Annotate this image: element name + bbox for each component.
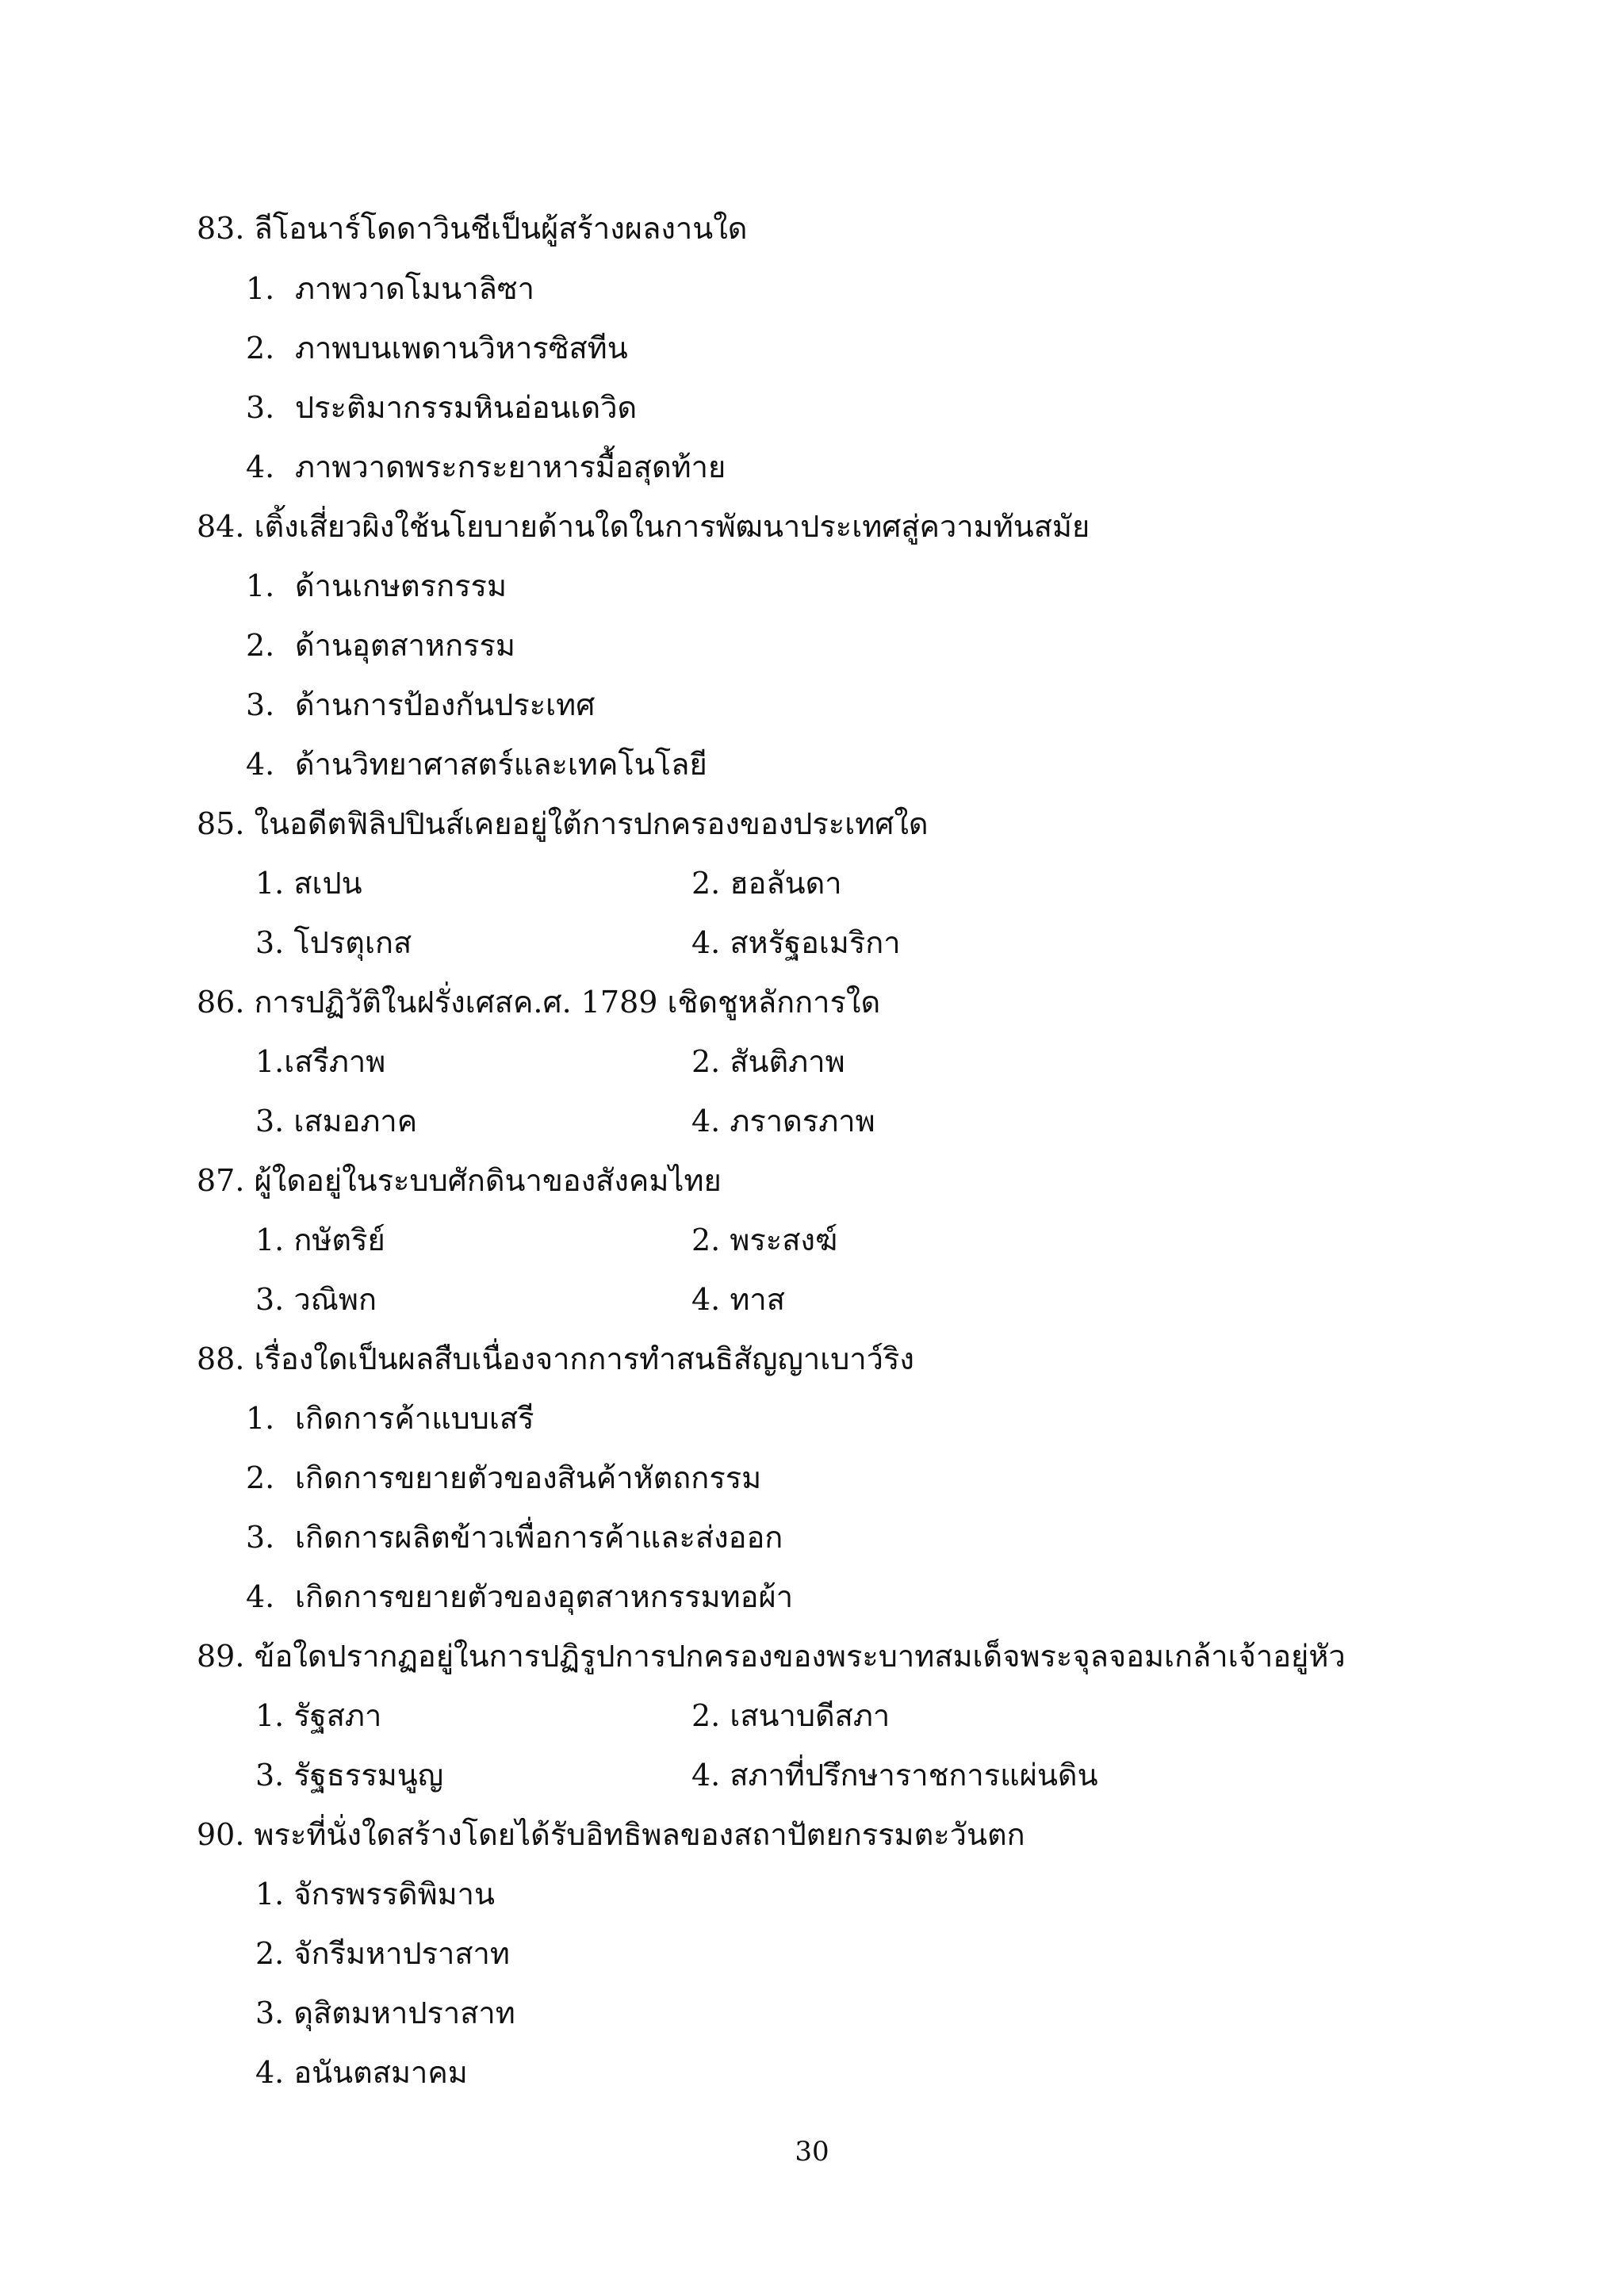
option-number: 4. bbox=[246, 1579, 275, 1614]
option-number: 1. bbox=[246, 568, 275, 603]
option-90-1: 1. จักรพรรดิพิมาน bbox=[255, 1877, 495, 1911]
question-84: 84. เติ้งเสี่ยวผิงใช้นโยบายด้านใดในการพัฒนาประเทศสู่ความทันสมัย bbox=[197, 509, 1090, 544]
option-87-4: 4. ทาส bbox=[691, 1282, 785, 1317]
option-number: 2. bbox=[246, 628, 275, 663]
option-text: ภาพวาดโมนาลิซา bbox=[295, 271, 534, 306]
option-86-3: 3. เสมอภาค bbox=[255, 1104, 418, 1138]
option-89-4: 4. สภาที่ปรึกษาราชการแผ่นดิน bbox=[691, 1758, 1098, 1793]
question-89: 89. ข้อใดปรากฏอยู่ในการปฏิรูปการปกครองของพระบาทสมเด็จพระจุลจอมเกล้าเจ้าอยู่หัว bbox=[197, 1639, 1346, 1674]
question-83: 83. ลีโอนาร์โดดาวินชีเป็นผู้สร้างผลงานใด bbox=[197, 211, 748, 246]
option-85-1: 1. สเปน bbox=[255, 866, 362, 901]
option-86-1: 1.เสรีภาพ bbox=[255, 1044, 386, 1079]
option-90-3: 3. ดุสิตมหาปราสาท bbox=[255, 1996, 515, 2030]
option-number: 3. bbox=[246, 1520, 275, 1555]
question-85: 85. ในอดีตฟิลิปปินส์เคยอยู่ใต้การปกครองของประเทศใด bbox=[197, 806, 929, 841]
option-text: เกิดการขยายตัวของอุตสาหกรรมทอผ้า bbox=[295, 1579, 794, 1614]
option-86-4: 4. ภราดรภาพ bbox=[691, 1104, 875, 1138]
option-90-4: 4. อนันตสมาคม bbox=[255, 2055, 468, 2090]
option-number: 3. bbox=[246, 390, 275, 425]
option-86-2: 2. สันติภาพ bbox=[691, 1044, 845, 1079]
option-text: ด้านเกษตรกรรม bbox=[295, 568, 508, 603]
option-87-2: 2. พระสงฆ์ bbox=[691, 1223, 838, 1257]
question-86: 86. การปฏิวัติในฝรั่งเศสค.ศ. 1789 เชิดชูหลักการใด bbox=[197, 985, 881, 1020]
question-88: 88. เรื่องใดเป็นผลสืบเนื่องจากการทำสนธิสัญญาเบาว์ริง bbox=[197, 1341, 914, 1376]
option-90-2: 2. จักรีมหาปราสาท bbox=[255, 1936, 510, 1971]
question-90: 90. พระที่นั่งใดสร้างโดยได้รับอิทธิพลของสถาปัตยกรรมตะวันตก bbox=[197, 1817, 1025, 1852]
question-87: 87. ผู้ใดอยู่ในระบบศักดินาของสังคมไทย bbox=[197, 1163, 722, 1198]
option-87-3: 3. วณิพก bbox=[255, 1282, 377, 1317]
option-number: 2. bbox=[246, 1460, 275, 1495]
option-text: ภาพบนเพดานวิหารซิสทีน bbox=[295, 331, 628, 365]
option-text: เกิดการค้าแบบเสรี bbox=[295, 1401, 534, 1436]
option-89-1: 1. รัฐสภา bbox=[255, 1698, 382, 1733]
option-number: 1. bbox=[246, 271, 275, 306]
option-text: ด้านการป้องกันประเทศ bbox=[295, 687, 596, 722]
option-text: ด้านวิทยาศาสตร์และเทคโนโลยี bbox=[295, 747, 707, 782]
option-text: ด้านอุตสาหกรรม bbox=[295, 628, 515, 663]
option-89-2: 2. เสนาบดีสภา bbox=[691, 1698, 891, 1733]
option-text: ภาพวาดพระกระยาหารมื้อสุดท้าย bbox=[295, 450, 726, 484]
option-text: เกิดการผลิตข้าวเพื่อการค้าและส่งออก bbox=[295, 1520, 783, 1555]
option-87-1: 1. กษัตริย์ bbox=[255, 1223, 385, 1257]
option-85-2: 2. ฮอลันดา bbox=[691, 866, 842, 901]
option-89-3: 3. รัฐธรรมนูญ bbox=[255, 1758, 444, 1793]
option-text: เกิดการขยายตัวของสินค้าหัตถกรรม bbox=[295, 1460, 762, 1495]
option-85-4: 4. สหรัฐอเมริกา bbox=[691, 925, 901, 960]
option-number: 4. bbox=[246, 747, 275, 782]
option-number: 3. bbox=[246, 687, 275, 722]
page-number: 30 bbox=[795, 2136, 829, 2168]
option-number: 2. bbox=[246, 331, 275, 365]
option-text: ประติมากรรมหินอ่อนเดวิด bbox=[295, 390, 638, 425]
option-number: 4. bbox=[246, 450, 275, 484]
option-number: 1. bbox=[246, 1401, 275, 1436]
option-85-3: 3. โปรตุเกส bbox=[255, 925, 412, 960]
